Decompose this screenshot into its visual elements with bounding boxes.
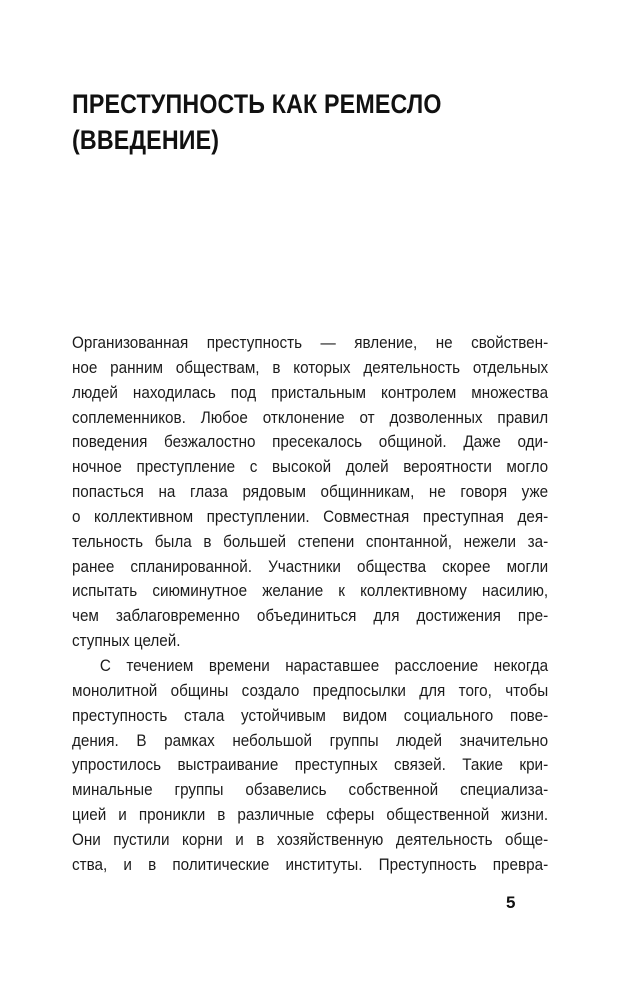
body-text (72, 331, 548, 878)
chapter-title (72, 86, 476, 158)
text-line: монолитной общины создало предпосылки для того, чтобы (72, 681, 549, 700)
text-line: ночное преступление с высокой долей вероятности могло (72, 458, 549, 477)
text-line: испытать сиюминутное желание к коллективному насилию, (72, 582, 549, 601)
text-line: попасться на глаза рядовым общинникам, не говоря уже (72, 483, 549, 502)
text-line: соплеменников. Любое отклонение от дозволенных правил (72, 408, 549, 427)
text-line: ное ранним обществам, в которых деятельность отдельных (72, 358, 549, 377)
text-line: Они пустили корни и в хозяйственную деятельность обще- (72, 830, 549, 849)
text-line: тельность была в большей степени спонтанной, нежели за- (72, 532, 549, 551)
text-line: поведения безжалостно пресекалось общиной. Даже оди- (72, 433, 549, 452)
text-line: ступных целей. (72, 632, 181, 651)
text-line: преступность стала устойчивым видом социального пове- (72, 706, 549, 725)
page-number: 5 (506, 893, 516, 912)
text-line: С течением времени нараставшее расслоение некогда (99, 656, 549, 675)
text-line: упростилось выстраивание преступных связей. Такие кри- (72, 756, 549, 775)
text-line: цией и проникли в различные сферы общественной жизни. (72, 806, 549, 825)
text-line: дения. В рамках небольшой группы людей значительно (72, 731, 549, 750)
text-line: минальные группы обзавелись собственной специализа- (72, 781, 549, 800)
text-line: ранее спланированной. Участники общества скорее могли (72, 557, 549, 576)
chapter-title-line-1: ПРЕСТУПНОСТЬ КАК РЕМЕСЛО (72, 89, 442, 119)
text-line: людей находилась под пристальным контролем множества (72, 383, 549, 402)
text-line: Организованная преступность — явление, не свойствен- (72, 334, 549, 352)
text-line: ства, и в политические институты. Преступность превра- (72, 855, 549, 874)
text-line: о коллективном преступлении. Совместная преступная дея- (72, 507, 549, 526)
text-line: чем заблаговременно объединиться для достижения пре- (72, 607, 549, 626)
chapter-title-line-2: (ВВЕДЕНИЕ) (72, 125, 220, 155)
